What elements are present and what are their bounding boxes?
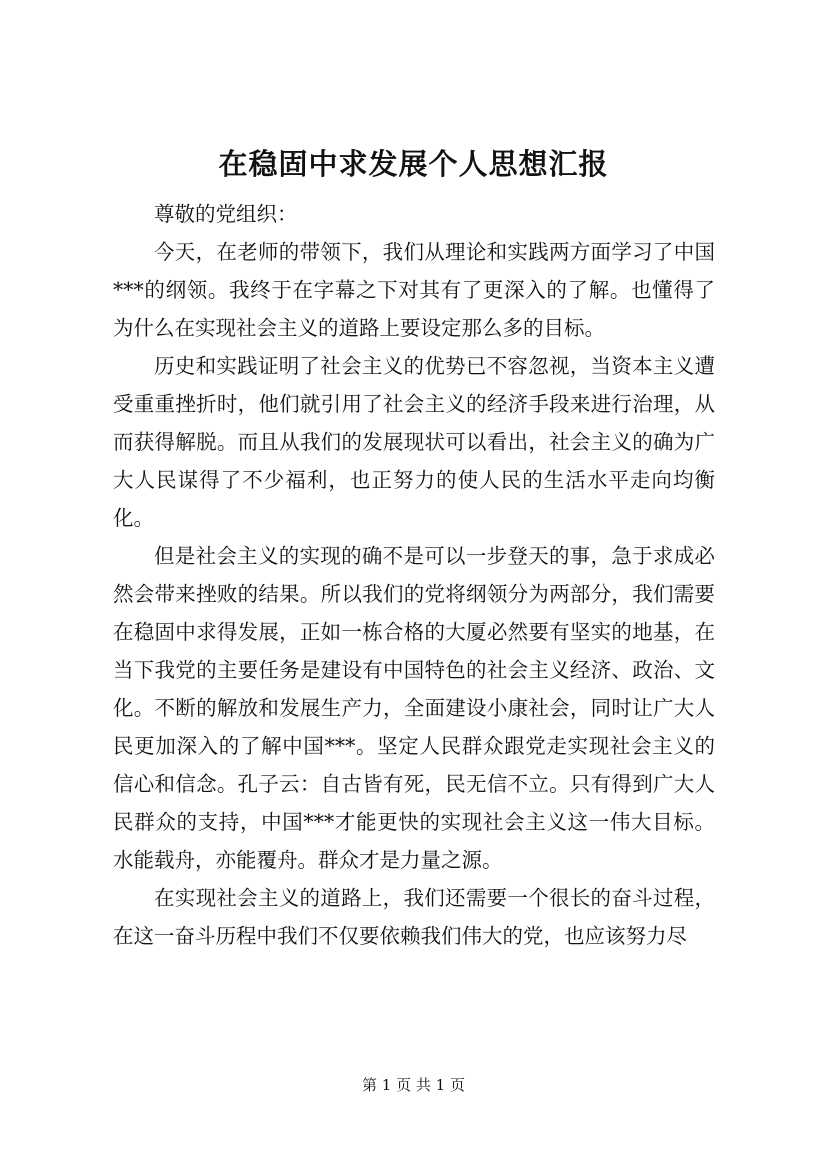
paragraph-2: 历史和实践证明了社会主义的优势已不容忽视，当资本主义遭受重重挫折时，他们就引用了社会主义的经济手段来进行治理，从而获得解脱。而且从我们的发展现状可以看出，社会主义的确为广大人民谋得了不少福利，也正努力的使人民的生活水平走向均衡化。 (113, 354, 715, 530)
paragraph-3: 但是社会主义的实现的确不是可以一步登天的事，急于求成必然会带来挫败的结果。所以我们的党将纲领分为两部分，我们需要在稳固中求得发展，正如一栋合格的大厦必然要有坚实的地基，在当下我党的主要任务是建设有中国特色的社会主义经济、政治、文化。不断的解放和发展生产力，全面建设小康社会，同时让广大人民更加深入的了解中国***。坚定人民群众跟党走实现社会主义的信心和信念。孔子云：自古皆有死，民无信不立。只有得到广大人民群众的支持，中国***才能更快的实现社会主义这一伟大目标。水能载舟，亦能覆舟。群众才是力量之源。 (113, 544, 715, 872)
document-title: 在稳固中求发展个人思想汇报 (218, 147, 609, 181)
paragraph-1: 今天，在老师的带领下，我们从理论和实践两方面学习了中国***的纲领。我终于在字幕之下对其有了更深入的了解。也懂得了为什么在实现社会主义的道路上要设定那么多的目标。 (113, 240, 715, 340)
salutation: 尊敬的党组织： (154, 202, 298, 226)
page-footer: 第 1 页 共 1 页 (362, 1076, 465, 1094)
paragraph-4: 在实现社会主义的道路上，我们还需要一个很长的奋斗过程，在这一奋斗历程中我们不仅要依赖我们伟大的党，也应该努力尽 (113, 886, 715, 948)
document-body (113, 195, 715, 955)
